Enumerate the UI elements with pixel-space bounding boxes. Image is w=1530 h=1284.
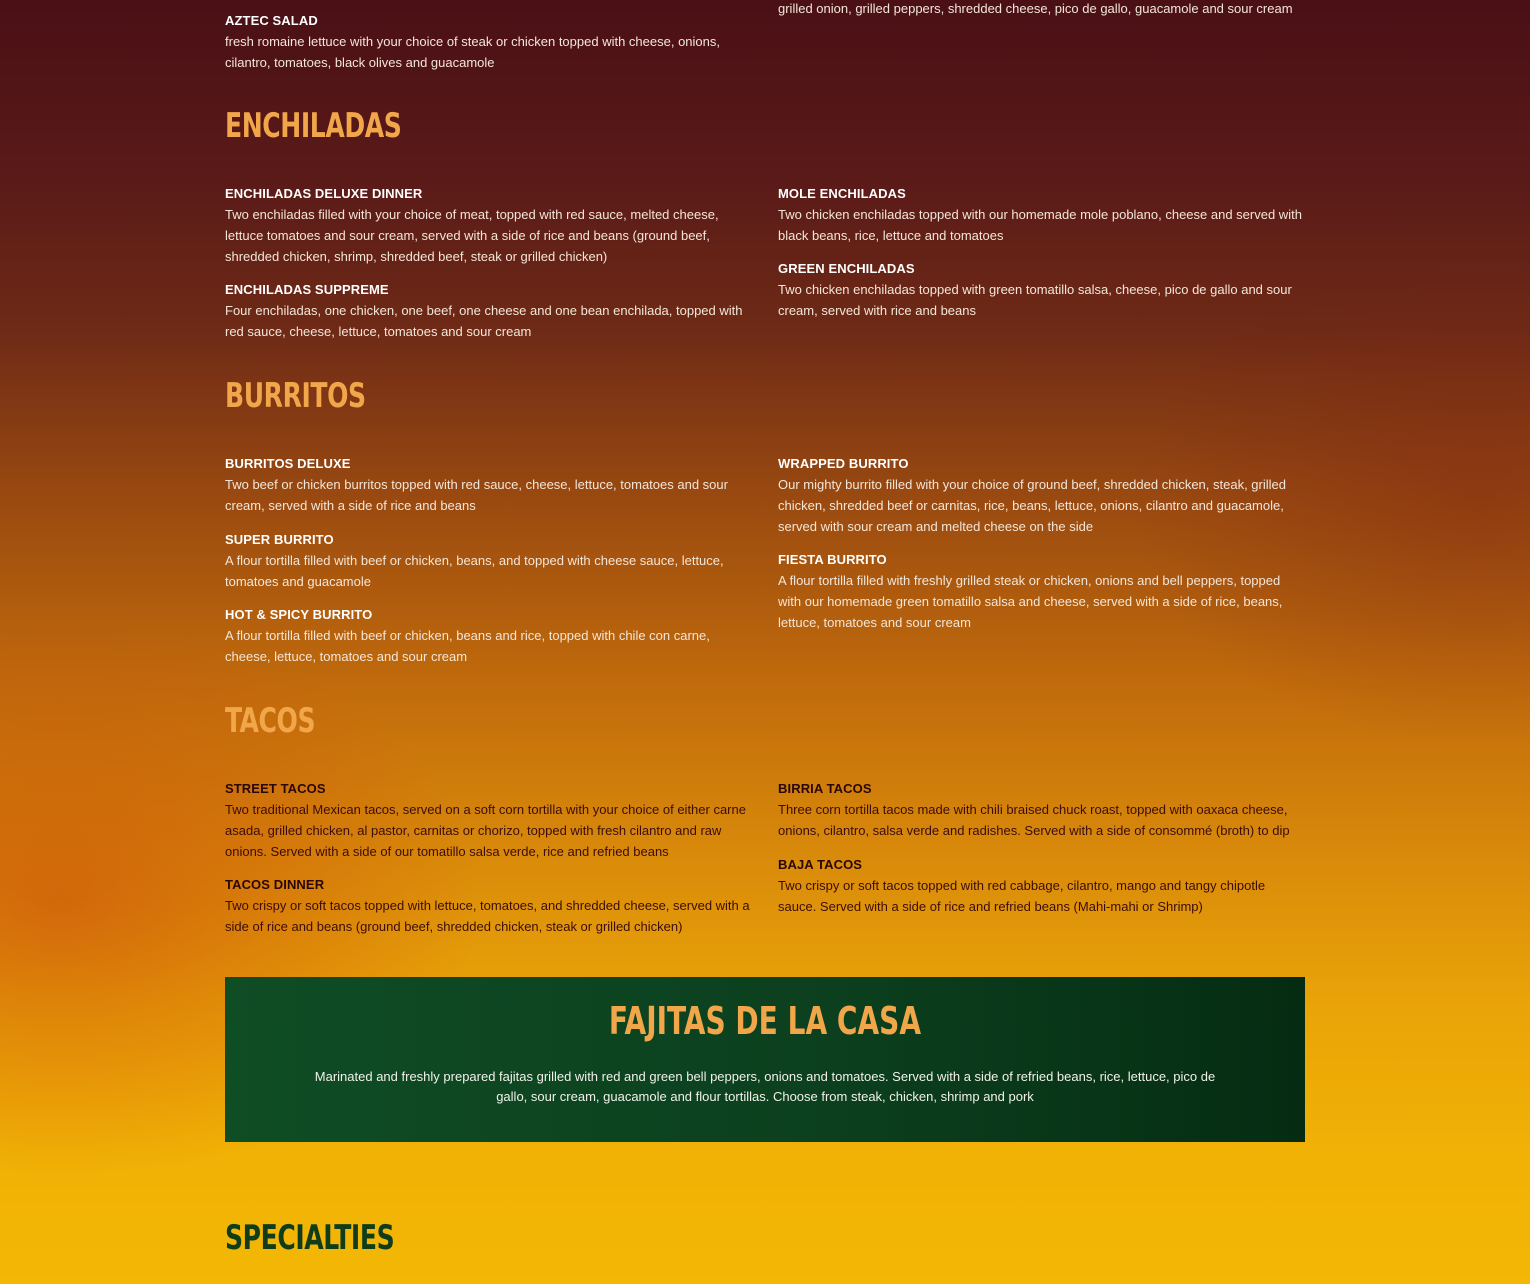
fajitas-description: Marinated and freshly prepared fajitas grilled with red and green bell peppers, onions and tomatoes. Served with a side of refried beans, rice, lettuce, pico de gallo, sour cream, guacamole and flour tortillas. Choose from steak, chicken, shrimp and pork bbox=[314, 1069, 1216, 1104]
menu-item-description: Two crispy or soft tacos topped with lettuce, tomatoes, and shredded cheese, served with a side of rice and beans (ground beef, shredded chicken, steak or grilled chicken) bbox=[225, 898, 750, 934]
section-heading-fajitas: FAJITAS DE LA CASA bbox=[608, 999, 922, 1043]
menu-item-title: FIESTA BURRITO bbox=[778, 552, 887, 567]
menu-item-enchiladas-suppreme bbox=[225, 280, 753, 342]
menu-item-enchiladas-deluxe-dinner bbox=[225, 184, 753, 267]
menu-item-birria-tacos bbox=[778, 779, 1305, 841]
menu-item-wrapped-burrito bbox=[778, 454, 1305, 537]
menu-item-aztec-salad bbox=[225, 11, 753, 73]
menu-item-description: Two traditional Mexican tacos, served on a soft corn tortilla with your choice of either carne asada, grilled chicken, al pastor, carnitas or chorizo, topped with fresh cilantro and raw onions. Served with a side of our tomatillo salsa verde, rice and refried beans bbox=[225, 802, 746, 859]
menu-item-green-enchiladas bbox=[778, 259, 1305, 321]
menu-item-title: GREEN ENCHILADAS bbox=[778, 261, 915, 276]
menu-item-title: TACOS DINNER bbox=[225, 877, 325, 892]
menu-item-description: Four enchiladas, one chicken, one beef, one cheese and one bean enchilada, topped with red sauce, cheese, lettuce, tomatoes and sour cream bbox=[225, 303, 743, 339]
menu-item-cut-salad bbox=[778, 0, 1305, 19]
menu-item-tacos-dinner bbox=[225, 875, 753, 937]
section-heading-tacos: TACOS bbox=[225, 701, 316, 741]
menu-item-title: AZTEC SALAD bbox=[225, 13, 318, 28]
menu-item-baja-tacos bbox=[778, 855, 1305, 917]
menu-item-title: BURRITOS DELUXE bbox=[225, 456, 351, 471]
menu-item-title: ENCHILADAS SUPPREME bbox=[225, 282, 389, 297]
menu-item-title: WRAPPED BURRITO bbox=[778, 456, 909, 471]
menu-item-title: SUPER BURRITO bbox=[225, 532, 334, 547]
fajitas-banner bbox=[225, 977, 1305, 1142]
menu-item-title: BIRRIA TACOS bbox=[778, 781, 872, 796]
menu-item-super-burrito bbox=[225, 530, 753, 592]
menu-item-description: A flour tortilla filled with freshly grilled steak or chicken, onions and bell peppers, topped with our homemade green tomatillo salsa and cheese, served with a side of rice, beans, lettuce, tomatoes and sour cream bbox=[778, 573, 1283, 630]
section-heading-specialties: SPECIALTIES bbox=[225, 1218, 395, 1258]
menu-item-hot-spicy-burrito bbox=[225, 605, 753, 667]
menu-item-mole-enchiladas bbox=[778, 184, 1305, 246]
menu-item-street-tacos bbox=[225, 779, 753, 862]
menu-item-fiesta-burrito bbox=[778, 550, 1305, 633]
section-heading-burritos: BURRITOS bbox=[225, 376, 366, 416]
menu-item-description: A flour tortilla filled with beef or chicken, beans, and topped with cheese sauce, lettuce, tomatoes and guacamole bbox=[225, 553, 724, 589]
menu-item-title: MOLE ENCHILADAS bbox=[778, 186, 906, 201]
menu-item-title: HOT & SPICY BURRITO bbox=[225, 607, 373, 622]
menu-item-description: Two enchiladas filled with your choice of meat, topped with red sauce, melted cheese, lettuce tomatoes and sour cream, served with a side of rice and beans (ground beef, shredded chicken, shrimp, shredded beef, steak or grilled chicken) bbox=[225, 207, 719, 264]
menu-item-description: Two chicken enchiladas topped with our homemade mole poblano, cheese and served with black beans, rice, lettuce and tomatoes bbox=[778, 207, 1302, 243]
menu-item-burritos-deluxe bbox=[225, 454, 753, 516]
section-heading-enchiladas: ENCHILADAS bbox=[225, 106, 402, 146]
menu-item-description: fresh romaine lettuce with your choice of steak or chicken topped with cheese, onions, cilantro, tomatoes, black olives and guacamole bbox=[225, 34, 720, 70]
menu-item-title: ENCHILADAS DELUXE DINNER bbox=[225, 186, 423, 201]
menu-item-description: Two beef or chicken burritos topped with red sauce, cheese, lettuce, tomatoes and sour cream, served with a side of rice and beans bbox=[225, 477, 728, 513]
menu-item-description: Two crispy or soft tacos topped with red cabbage, cilantro, mango and tangy chipotle sauce. Served with a side of rice and refried beans (Mahi-mahi or Shrimp) bbox=[778, 878, 1266, 914]
menu-item-description: Our mighty burrito filled with your choice of ground beef, shredded chicken, steak, grilled chicken, shredded beef or carnitas, rice, beans, lettuce, onions, cilantro and guacamole, served with sour cream and melted cheese on the side bbox=[778, 477, 1286, 534]
menu-item-description: Two chicken enchiladas topped with green tomatillo salsa, cheese, pico de gallo and sour cream, served with rice and beans bbox=[778, 282, 1292, 318]
menu-item-title: BAJA TACOS bbox=[778, 857, 863, 872]
menu-item-description: grilled onion, grilled peppers, shredded cheese, pico de gallo, guacamole and sour cream bbox=[778, 1, 1293, 16]
menu-item-description: A flour tortilla filled with beef or chicken, beans and rice, topped with chile con carne, cheese, lettuce, tomatoes and sour cream bbox=[225, 628, 710, 664]
menu-item-title: STREET TACOS bbox=[225, 781, 326, 796]
menu-item-description: Three corn tortilla tacos made with chili braised chuck roast, topped with oaxaca cheese, onions, cilantro, salsa verde and radishes. Served with a side of consommé (broth) to dip bbox=[778, 802, 1290, 838]
